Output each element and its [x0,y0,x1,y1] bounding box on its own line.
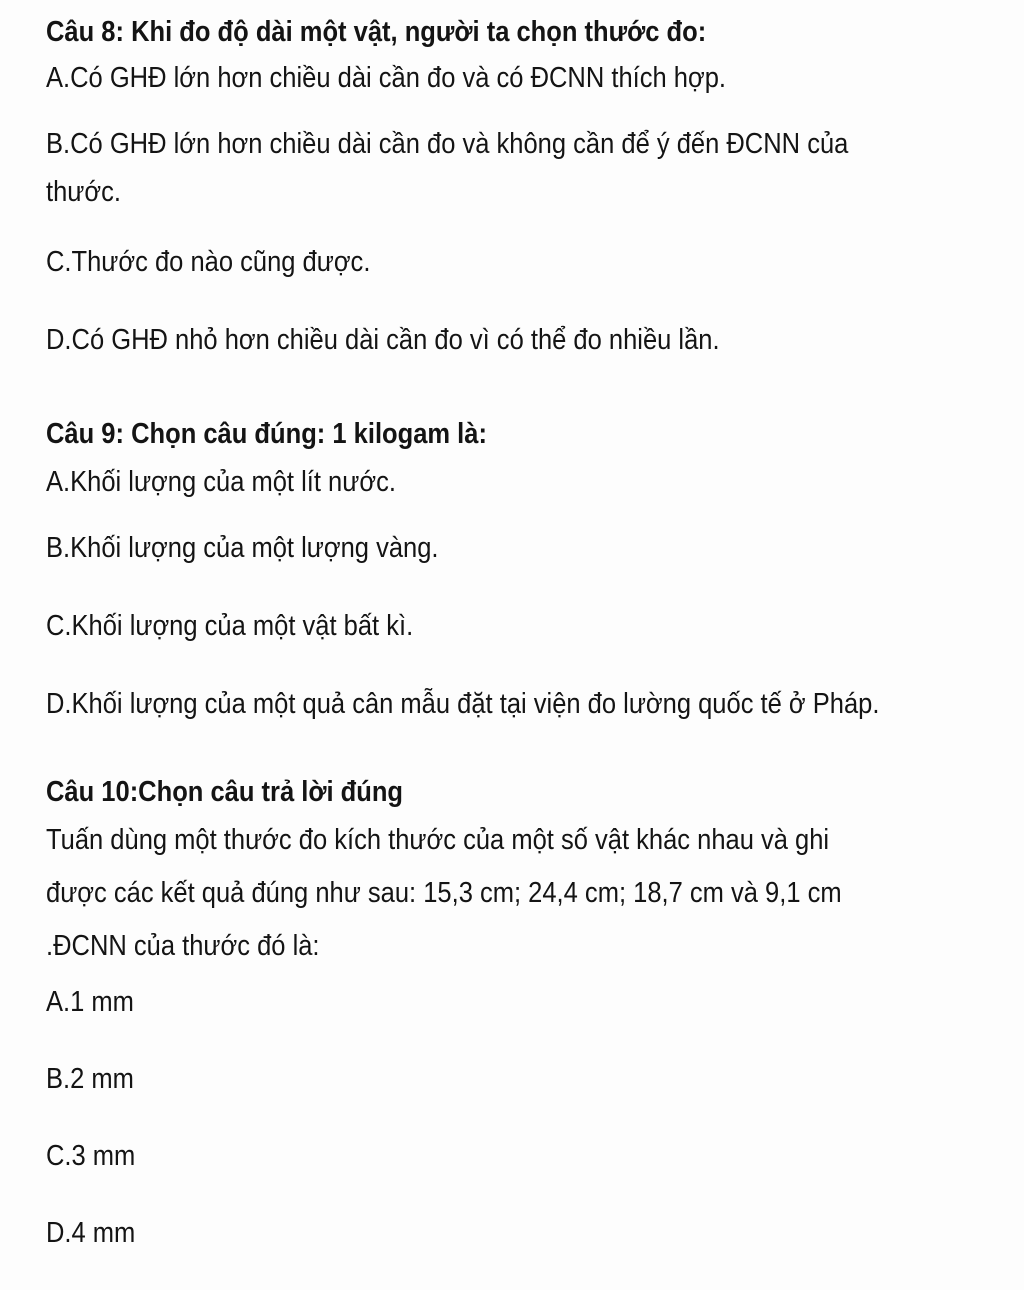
question-9 [46,414,993,758]
option-b-line-2: thước. [46,176,121,208]
option-d: D.Khối lượng của một quả cân mẫu đặt tại viện đo lường quốc tế ở Pháp. [46,688,880,720]
question-stem [46,814,842,982]
option-c: C.Khối lượng của một vật bất kì. [46,610,414,642]
question-title: Câu 8: Khi đo độ dài một vật, người ta chọn thước đo: [46,16,707,48]
question-title: Câu 10:Chọn câu trả lời đúng [46,776,404,808]
stem-line-3: .ĐCNN của thước đó là: [46,930,320,962]
option-d: D.Có GHĐ nhỏ hơn chiều dài cần đo vì có thể đo nhiều lần. [46,324,720,356]
option-a: A.1 mm [46,986,134,1018]
stem-line-2: được các kết quả đúng như sau: 15,3 cm; 24,4 cm; 18,7 cm và 9,1 cm [46,877,842,909]
stem-line-1: Tuấn dùng một thước đo kích thước của một số vật khác nhau và ghi [46,824,830,856]
question-8 [46,12,958,380]
option-c: C.Thước đo nào cũng được. [46,246,371,278]
option-b-line-1: B.Có GHĐ lớn hơn chiều dài cần đo và không cần để ý đến ĐCNN của [46,128,849,160]
option-a: A.Khối lượng của một lít nước. [46,466,396,498]
option-b [46,120,848,242]
option-c: C.3 mm [46,1140,136,1172]
question-title: Câu 9: Chọn câu đúng: 1 kilogam là: [46,418,487,450]
option-b: B.Khối lượng của một lượng vàng. [46,532,439,564]
question-10 [46,772,950,1290]
option-b: B.2 mm [46,1063,134,1095]
option-d: D.4 mm [46,1217,136,1249]
option-a: A.Có GHĐ lớn hơn chiều dài cần đo và có ĐCNN thích hợp. [46,62,727,94]
